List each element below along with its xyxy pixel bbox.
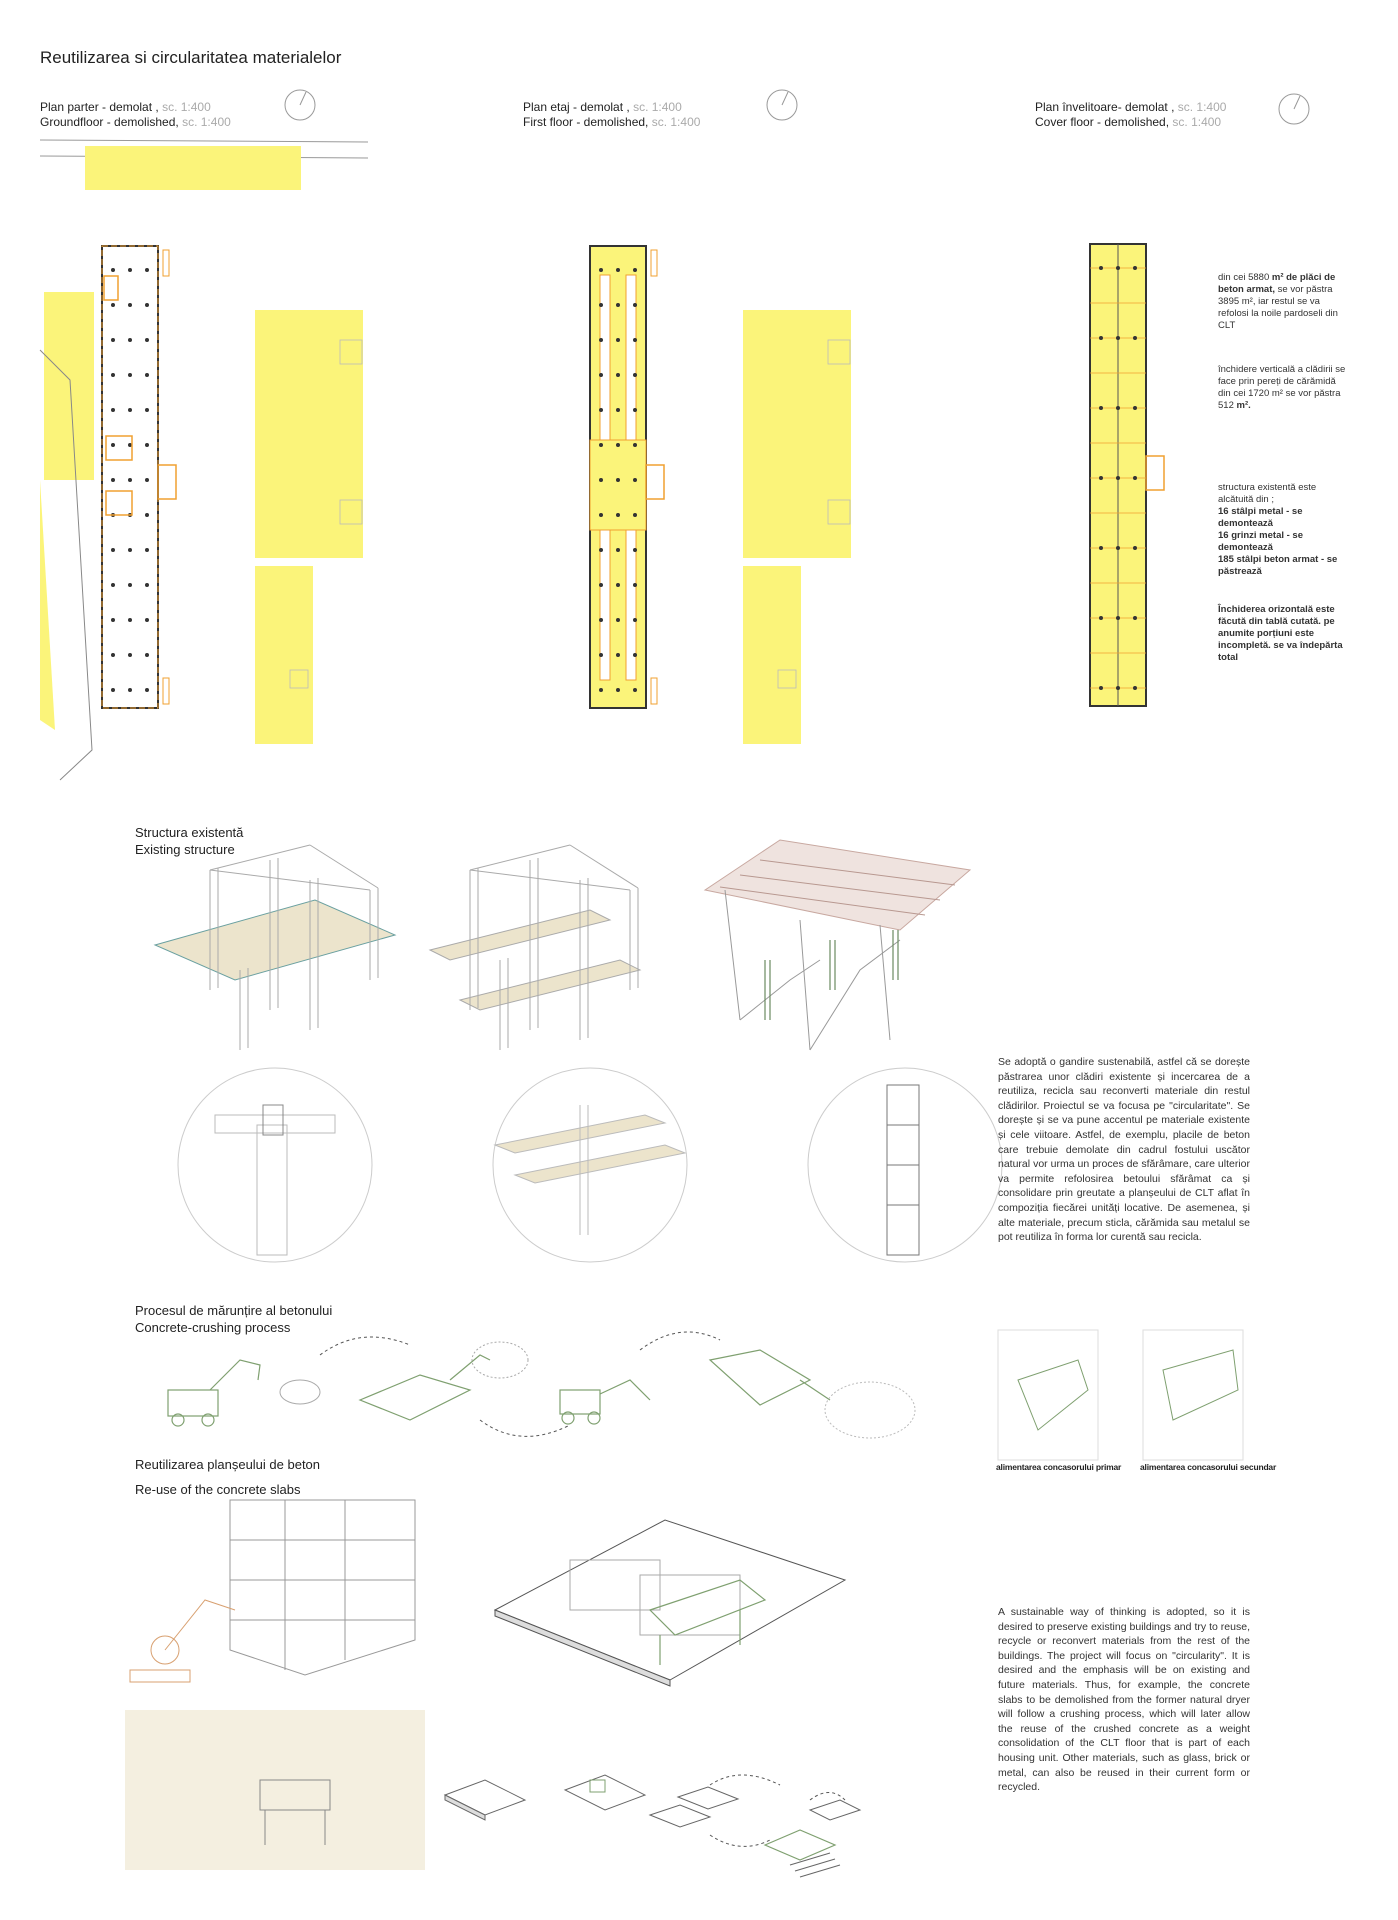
reuse-axonometric-platform	[490, 1520, 850, 1720]
arrow-icon	[810, 1793, 845, 1801]
arrow-icon	[710, 1775, 780, 1785]
text-english: A sustainable way of thinking is adopted, so it is desired to preserve existing buildings and try to reuse, recycle or reconvert materials from the rest of the buildings. The project will focus on "circularity". It is desired and the emphasis will be on existing and future materials. Thus, for example, the concrete slabs to be demolished from the former natural dryer will follow a crushing process, which will later allow the reuse of the crushed concrete as a weight consolidation of the CLT floor that is part of each housing unit. Other materials, such as glass, brick or metal, can also be reused in their current form or recycled.	[998, 1606, 1250, 1794]
aggregate-pile-icon	[825, 1382, 915, 1438]
crusher-icon	[765, 1830, 835, 1860]
detail-beam	[493, 1068, 687, 1262]
reuse-steps	[440, 1755, 860, 1885]
note-walls: închidere verticală a clădirii se face prin pereți de cărămidă din cei 1720 m² se vor păstra 512 m².	[1218, 364, 1346, 411]
plan-label-groundfloor: Plan parter - demolat , sc. 1:400 Groundfloor - demolished, sc. 1:400	[40, 100, 231, 129]
note-slabs: din cei 5880 m² de plăci de beton armat, se vor păstra 3895 m², iar restul se va refolosi la noile pardoseli din CLT	[1218, 272, 1338, 331]
crushing-sequence	[150, 1320, 950, 1440]
caption-primary-crusher: alimentarea concasorului primar	[996, 1462, 1122, 1472]
north-arrow-icon	[1277, 92, 1311, 126]
detail-circles	[175, 1065, 1005, 1265]
detail-steel-column	[808, 1068, 1002, 1262]
excavator-icon	[168, 1360, 260, 1426]
loader-icon	[560, 1380, 650, 1424]
reuse-axonometric-left	[125, 1500, 425, 1870]
text-romanian: Se adoptă o gandire sustenabilă, astfel că se dorește păstrarea unor clădiri existente și incercarea de a reutiliza, recicla sau reconverti materiale din restul clădirilor. Proiectul se va focusa pe "circularitate". Se dorește și se va pune accentul pe materiale existente și cele viitoare. Astfel, de exemplu, placile de beton care trebuie demolate din cadrul fostului uscător natural vor urma un proces de sfărâmare, care ulterior va permite refolosirea betoului sfărâmat ca și consolidare prin greutate a planșeului de CLT aflat în compoziția fiecărei unități locative. De asemenea, și alte materiale, precum sticla, cărămida sau metalul se pot reutiliza în forma lor curentă sau recicla.	[998, 1056, 1250, 1244]
section-existing-structure: Structura existentă Existing structure	[135, 825, 244, 857]
crusher-icon	[360, 1355, 490, 1420]
axo-roof	[705, 840, 970, 1050]
column-grid	[111, 268, 149, 692]
section-reuse-slabs: Reutilizarea planșeului de beton Re-use of the concrete slabs	[135, 1457, 321, 1497]
axonometric-structures	[140, 840, 960, 1060]
axo-frame-beams	[430, 845, 640, 1050]
plan-label-firstfloor: Plan etaj - demolat , sc. 1:400 First floor - demolished, sc. 1:400	[523, 100, 701, 129]
section-crushing: Procesul de mărunțire al betonului Concrete-crushing process	[135, 1303, 333, 1335]
arrow-icon	[320, 1337, 410, 1355]
detail-column-joint	[178, 1068, 372, 1262]
arrow-icon	[640, 1332, 720, 1350]
plan-cover	[1080, 238, 1180, 718]
note-roof: Închiderea orizontală este făcută din tablă cutată. pe anumite porțiuni este incompletă. se va îndepărta total	[1218, 604, 1343, 663]
plan-groundfloor	[0, 130, 400, 780]
crusher-detail-boxes	[998, 1330, 1278, 1470]
caption-secondary-crusher: alimentarea concasorului secundar	[1140, 1462, 1277, 1472]
rubble-icon	[280, 1380, 320, 1404]
arrow-icon	[480, 1420, 570, 1436]
north-arrow-icon	[283, 88, 317, 122]
plan-firstfloor	[560, 130, 880, 730]
note-structure: structura existentă este alcătuită din ; 16 stâlpi metal - se demontează 16 grinzi metal - se demontează 185 stâlpi beton armat - se păstrează	[1218, 482, 1338, 577]
crusher-icon	[710, 1350, 830, 1405]
axo-frame-slab	[155, 845, 395, 1050]
crushed-pile-icon	[472, 1342, 528, 1378]
arrow-icon	[710, 1835, 770, 1846]
steel-columns	[765, 930, 898, 1020]
crane-lift-icon	[130, 1600, 235, 1682]
north-arrow-icon	[765, 88, 799, 122]
plan-label-cover: Plan învelitoare- demolat , sc. 1:400 Cover floor - demolished, sc. 1:400	[1035, 100, 1227, 129]
page-title: Reutilizarea si circularitatea materialelor	[40, 48, 342, 67]
